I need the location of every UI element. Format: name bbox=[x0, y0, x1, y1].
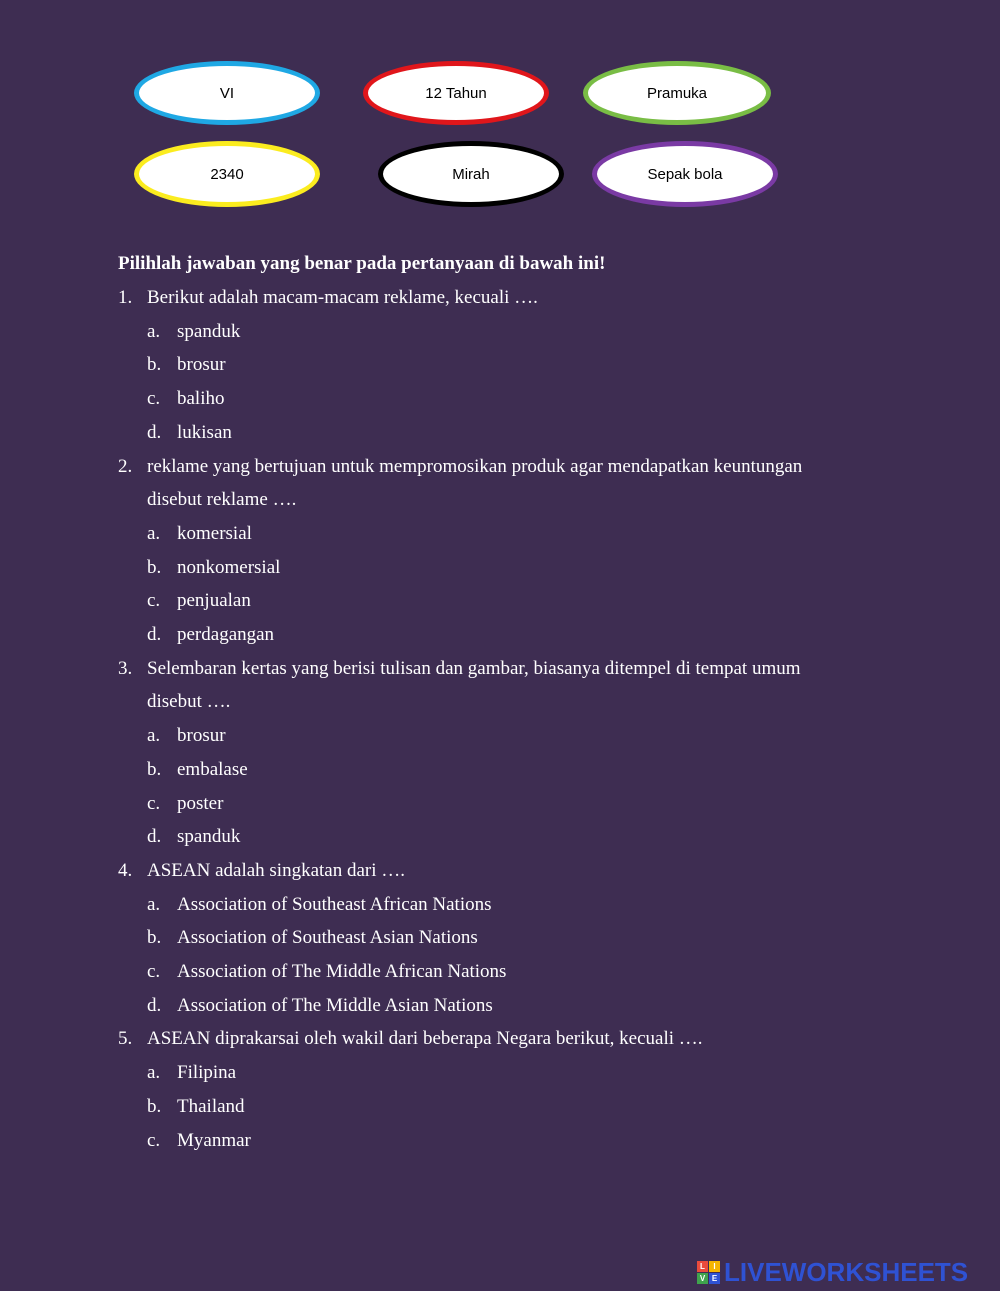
answer-oval-2[interactable] bbox=[363, 61, 549, 125]
option-text: brosur bbox=[177, 725, 226, 747]
option-letter: b. bbox=[147, 556, 162, 578]
oval-label: 2340 bbox=[210, 165, 244, 183]
option-letter: d. bbox=[147, 994, 162, 1016]
option-letter: c. bbox=[147, 590, 161, 612]
option-letter: a. bbox=[147, 725, 161, 747]
option-text: poster bbox=[177, 792, 224, 814]
oval-label: VI bbox=[219, 84, 235, 102]
instruction-heading: Pilihlah jawaban yang benar pada pertanyaan di bawah ini! bbox=[118, 253, 606, 274]
option-text: perdagangan bbox=[177, 624, 275, 645]
option-letter: a. bbox=[147, 522, 161, 544]
option-letter: c. bbox=[147, 1129, 161, 1151]
oval-label: Sepak bola bbox=[647, 165, 723, 183]
option-text: Filipina bbox=[177, 1062, 237, 1084]
option-text: Association of The Middle Asian Nations bbox=[177, 994, 493, 1016]
question-number: 2. bbox=[118, 455, 133, 477]
oval-label: Mirah bbox=[452, 165, 490, 183]
option-letter: c. bbox=[147, 388, 161, 410]
option-letter: a. bbox=[147, 320, 161, 342]
question-number: 4. bbox=[118, 859, 133, 881]
answer-oval-1[interactable] bbox=[134, 61, 320, 125]
question-text: ASEAN adalah singkatan dari …. bbox=[147, 859, 406, 881]
option-text: nonkomersial bbox=[177, 556, 281, 578]
option-text: Association of Southeast African Nations bbox=[177, 893, 492, 915]
logo-icon: L I V E bbox=[697, 1261, 720, 1284]
question-text: disebut reklame …. bbox=[147, 489, 297, 511]
liveworksheets-logo bbox=[697, 1257, 968, 1288]
answer-oval-4[interactable] bbox=[134, 141, 320, 207]
question-text: ASEAN diprakarsai oleh wakil dari beberapa Negara berikut, kecuali …. bbox=[147, 1028, 703, 1050]
answer-oval-6[interactable] bbox=[592, 141, 778, 207]
question-number: 3. bbox=[118, 657, 133, 679]
option-letter: b. bbox=[147, 354, 162, 376]
option-letter: d. bbox=[147, 826, 162, 848]
answer-oval-3[interactable] bbox=[583, 61, 771, 125]
option-letter: d. bbox=[147, 421, 162, 443]
logo-text: LIVEWORKSHEETS bbox=[724, 1257, 969, 1287]
question-number: 5. bbox=[118, 1028, 133, 1050]
option-letter: a. bbox=[147, 893, 161, 915]
option-text: komersial bbox=[177, 522, 252, 544]
question-text: reklame yang bertujuan untuk mempromosikan produk agar mendapatkan keuntungan bbox=[147, 455, 803, 477]
option-text: brosur bbox=[177, 354, 226, 376]
question-text: disebut …. bbox=[147, 691, 231, 713]
option-text: Myanmar bbox=[177, 1129, 251, 1151]
option-letter: d. bbox=[147, 624, 162, 645]
option-letter: b. bbox=[147, 1095, 162, 1117]
option-letter: c. bbox=[147, 792, 161, 814]
option-text: Association of The Middle African Nations bbox=[177, 961, 507, 982]
option-letter: c. bbox=[147, 961, 161, 982]
option-letter: b. bbox=[147, 758, 162, 780]
option-text: spanduk bbox=[177, 320, 241, 342]
question-number: 1. bbox=[118, 287, 133, 308]
option-text: baliho bbox=[177, 388, 225, 410]
option-text: spanduk bbox=[177, 826, 241, 848]
option-text: penjualan bbox=[177, 590, 251, 612]
answer-oval-5[interactable] bbox=[378, 141, 564, 207]
option-text: embalase bbox=[177, 758, 248, 780]
option-text: Association of Southeast Asian Nations bbox=[177, 927, 478, 949]
option-letter: b. bbox=[147, 927, 162, 949]
option-text: Thailand bbox=[177, 1095, 245, 1117]
question-text: Selembaran kertas yang berisi tulisan dan gambar, biasanya ditempel di tempat umum bbox=[147, 657, 801, 679]
question-text: Berikut adalah macam-macam reklame, kecuali …. bbox=[147, 287, 538, 308]
option-text: lukisan bbox=[177, 421, 232, 443]
oval-label: Pramuka bbox=[646, 84, 708, 102]
oval-label: 12 Tahun bbox=[425, 84, 487, 102]
option-letter: a. bbox=[147, 1062, 161, 1084]
